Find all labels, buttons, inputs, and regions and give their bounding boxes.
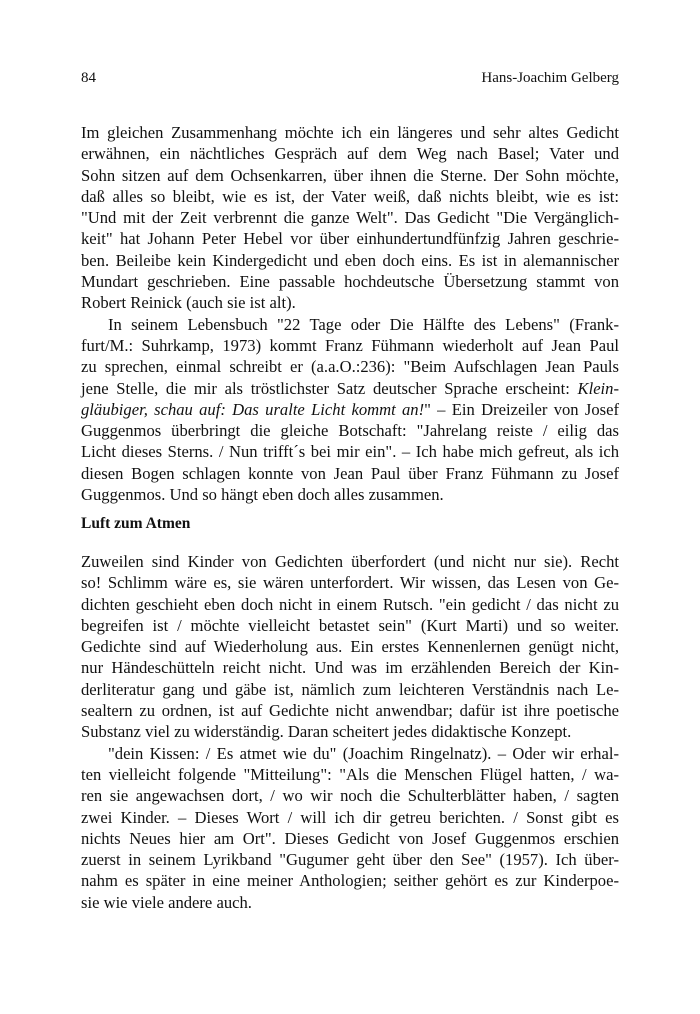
text-line: Im gleichen Zusammenhang möchte ich ein längeres und sehr altes Gedicht (81, 123, 619, 142)
text-line: ten vielleicht folgende "Mitteilung": "Als die Menschen Flügel hatten, / wa- (81, 764, 619, 784)
text-line: Substanz viel zu widerständig. Daran scheitert jedes didaktische Konzept. (81, 722, 572, 742)
text-line: Robert Reinick (auch sie ist alt). (81, 293, 296, 313)
text-line: nichts Neues hier am Ort". Dieses Gedicht von Josef Guggenmos erschien (81, 828, 619, 848)
text-line: ben. Beileibe kein Kindergedicht und eben doch eins. Es ist in alemannischer (81, 250, 619, 270)
text-line: so! Schlimm wäre es, sie wären unterfordert. Wir wissen, das Lesen von Ge- (81, 573, 619, 593)
text-line: keit" hat Johann Peter Hebel vor über einhundertundfünfzig Jahren geschrie- (81, 229, 619, 249)
text-line: sealtern zu ordnen, ist auf Gedichte nicht anwendbar; dafür ist ihre poetische (81, 701, 619, 721)
italic-quote: Klein- (577, 378, 619, 398)
text-line: zuerst in seinem Lyrikband "Gugumer geht über den See" (1957). Ich über- (81, 850, 619, 870)
text-line: begreifen ist / möchte vielleicht betastet sein" (Kurt Marti) und so weiter. (81, 615, 619, 635)
text-line: Sohn sitzen auf dem Ochsenkarren, über ihnen die Sterne. Der Sohn möchte, (81, 165, 619, 185)
text-line: "Und mit der Zeit verbrennt die ganze Welt". Das Gedicht "Die Vergänglich- (81, 208, 619, 228)
text-line (81, 399, 619, 420)
text-line: zwei Kinder. – Dieses Wort / will ich dir getreu berichten. / Sonst gibt es (81, 807, 619, 827)
text-line: Guggenmos überbringt die gleiche Botschaft: "Jahrelang reiste / eilig das (81, 421, 619, 441)
text-segment: jene Stelle, die mir als tröstlichster Satz deutscher Sprache erscheint: (81, 378, 570, 398)
text-line: ren sie angewachsen dort, / wo wir noch die Schulterblätter haben, / sagten (81, 786, 619, 806)
text-line: Mundart geschrieben. Eine passable hochdeutsche Übersetzung stammt von (81, 272, 619, 292)
italic-quote: gläubiger, schau auf: Das uralte Licht kommt an! (81, 399, 425, 419)
text-line: diesen Bogen schlagen konnte von Jean Paul über Franz Fühmann zu Josef (81, 463, 619, 483)
text-line: nahm es später in eine meiner Anthologien; seither gehört es zur Kinderpoe- (81, 871, 619, 891)
section-heading: Luft zum Atmen (81, 515, 191, 532)
text-line: Guggenmos. Und so hängt eben doch alles zusammen. (81, 485, 444, 505)
text-line (81, 378, 619, 399)
text-segment: " – Ein Dreizeiler von Josef (424, 399, 619, 419)
text-line: erwähnen, ein nächtliches Gespräch auf dem Weg nach Basel; Vater und (81, 144, 619, 164)
text-line: zu sprechen, einmal schreibt er (a.a.O.:236): "Beim Aufschlagen Jean Pauls (81, 357, 619, 377)
text-line: Licht dieses Sterns. / Nun trifft´s bei mir ein". – Ich habe mich gefreut, als ich (81, 442, 619, 462)
text-line: Zuweilen sind Kinder von Gedichten überfordert (und nicht nur sie). Recht (81, 552, 619, 571)
text-line: daß alles so bleibt, wie es ist, der Vater weiß, daß nichts bleibt, wie es ist: (81, 186, 619, 206)
text-line: nur Händeschütteln reicht nicht. Und was im erzählenden Bereich der Kin- (81, 658, 619, 678)
running-header (81, 70, 619, 90)
text-line: In seinem Lebensbuch "22 Tage oder Die Hälfte des Lebens" (Frank- (108, 314, 619, 334)
text-line: furt/M.: Suhrkamp, 1973) kommt Franz Fühmann wiederholt auf Jean Paul (81, 335, 619, 355)
text-line: sie wie viele andere auch. (81, 892, 252, 912)
page-number: 84 (81, 70, 96, 86)
running-header-author: Hans-Joachim Gelberg (481, 70, 619, 86)
text-line: dichten geschieht eben doch nicht in einem Rutsch. "ein gedicht / das nicht zu (81, 594, 619, 614)
section-2-text (81, 551, 619, 913)
section-1-text (81, 122, 619, 505)
text-line: derliteratur gang und gäbe ist, nämlich zum leichteren Verständnis nach Le- (81, 679, 619, 699)
text-line: "dein Kissen: / Es atmet wie du" (Joachim Ringelnatz). – Oder wir erhal- (108, 743, 619, 763)
text-line: Gedichte sind auf Wiederholung aus. Ein erstes Kennenlernen genügt nicht, (81, 637, 619, 657)
